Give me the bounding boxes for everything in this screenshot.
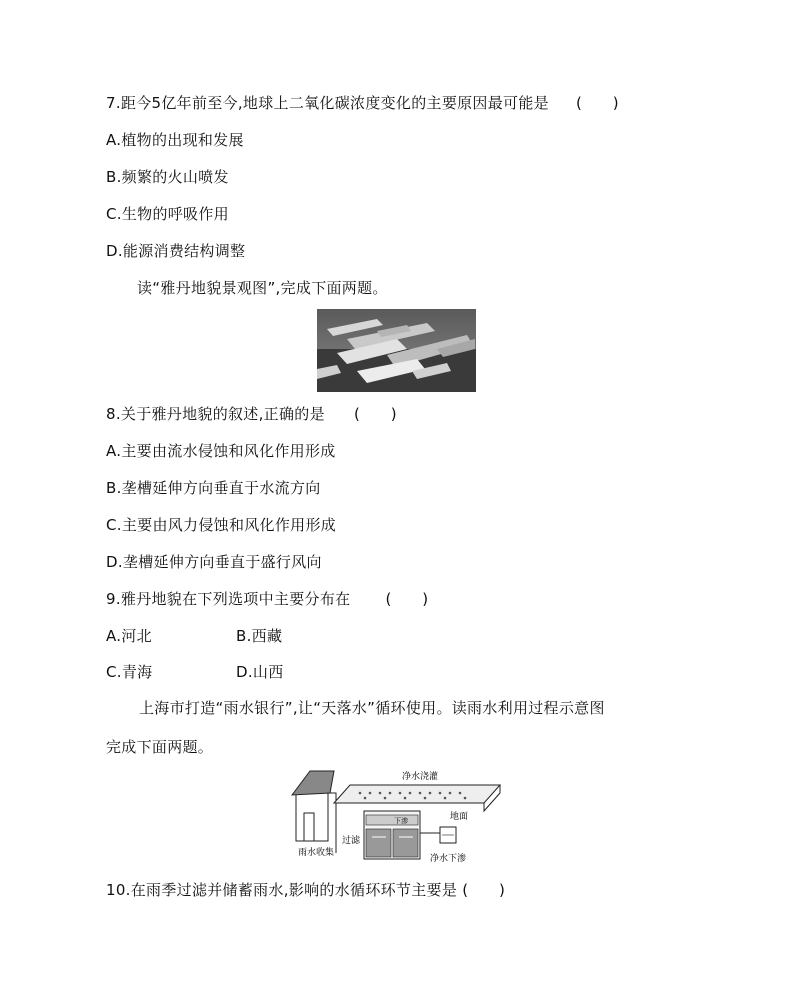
yardang-photo — [317, 309, 476, 392]
q7-option-a: A.植物的出现和发展 — [106, 131, 244, 149]
q8-answer-paren: ( ) — [353, 405, 397, 423]
intro-rain-bank-line1: 上海市打造“雨水银行”,让“天落水”循环使用。读雨水利用过程示意图 — [139, 699, 605, 717]
intro-rain-bank-line2: 完成下面两题。 — [106, 738, 214, 756]
q8-option-d: D.垄槽延伸方向垂直于盛行风向 — [106, 553, 322, 571]
label-filter: 过滤 — [342, 836, 361, 846]
q9-stem — [106, 589, 428, 609]
q10-answer-paren: ( ) — [462, 881, 506, 899]
q9-option-d: D.山西 — [236, 663, 284, 681]
q10-stem — [106, 880, 505, 900]
q10-stem-text: 10.在雨季过滤并储蓄雨水,影响的水循环环节主要是 — [106, 881, 458, 899]
q8-option-a: A.主要由流水侵蚀和风化作用形成 — [106, 442, 336, 460]
label-ground: 地面 — [450, 812, 469, 822]
q7-option-b: B.频繁的火山喷发 — [106, 168, 229, 186]
q9-answer-paren: ( ) — [385, 590, 429, 608]
house-roof-icon — [292, 771, 334, 795]
q8-option-c: C.主要由风力侵蚀和风化作用形成 — [106, 516, 337, 534]
rainwater-diagram — [290, 763, 504, 867]
q7-stem-text: 7.距今5亿年前至今,地球上二氧化碳浓度变化的主要原因最可能是 — [106, 94, 549, 112]
label-clean-irrigation: 净水浇灌 — [402, 772, 439, 782]
q8-stem-text: 8.关于雅丹地貌的叙述,正确的是 — [106, 405, 325, 423]
q7-option-c: C.生物的呼吸作用 — [106, 205, 229, 223]
label-seep-small: 下渗 — [394, 817, 408, 825]
q7-stem — [106, 93, 619, 113]
q9-stem-text: 9.雅丹地貌在下列选项中主要分布在 — [106, 590, 351, 608]
label-rain-collect: 雨水收集 — [298, 848, 335, 858]
q8-option-b: B.垄槽延伸方向垂直于水流方向 — [106, 479, 321, 497]
q8-stem — [106, 404, 397, 424]
q9-option-a: A.河北 — [106, 627, 152, 645]
label-clean-seep: 净水下渗 — [430, 854, 467, 864]
q7-answer-paren: ( ) — [576, 94, 619, 112]
intro-yardang: 读“雅丹地貌景观图”,完成下面两题。 — [137, 279, 388, 297]
q9-option-b: B.西藏 — [236, 627, 283, 645]
q7-option-d: D.能源消费结构调整 — [106, 242, 246, 260]
q9-option-c: C.青海 — [106, 663, 153, 681]
